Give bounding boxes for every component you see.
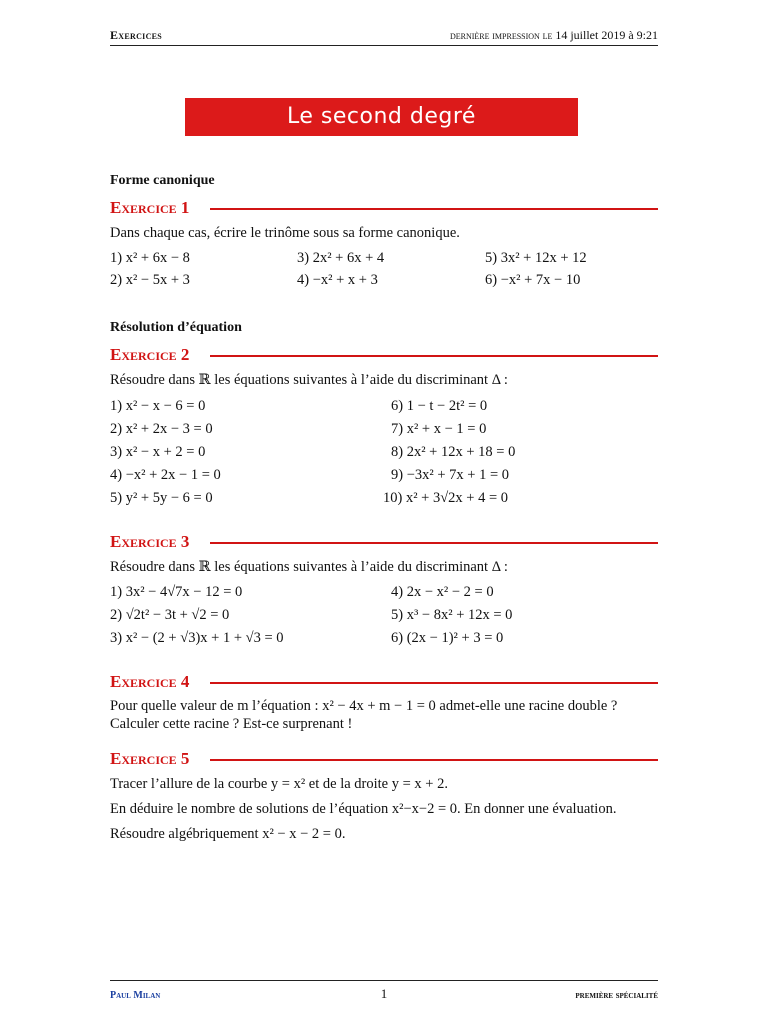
exercise-5-rule [210,759,658,761]
exercise-3-item: 4) 2x − x² − 2 = 0 [391,584,494,600]
exercise-4-line-1: Pour quelle valeur de m l’équation : x² − 4x + m − 1 = 0 admet-elle une racine double ? [110,698,618,714]
exercise-3-item: 3) x² − (2 + √3)x + 1 + √3 = 0 [110,630,284,646]
exercise-1-item: 5) 3x² + 12x + 12 [485,250,587,266]
exercise-3-rule [210,542,658,544]
exercise-2-item: 10) x² + 3√2x + 4 = 0 [383,490,509,506]
exercise-2-statement: Résoudre dans ℝ les équations suivantes à l’aide du discriminant Δ : [110,372,508,388]
exercise-4-label: Exercice 4 [110,672,197,692]
exercise-1-item: 3) 2x² + 6x + 4 [297,250,385,266]
exercise-2-item: 3) x² − x + 2 = 0 [110,444,206,460]
exercise-4-rule [210,682,658,684]
header-print-date: 14 juillet 2019 à 9:21 [555,28,658,42]
exercise-4-line-2: Calculer cette racine ? Est-ce surprenant ! [110,716,353,732]
exercise-3-item: 2) √2t² − 3t + √2 = 0 [110,607,230,623]
exercise-2-rule [210,355,658,357]
exercise-3-statement: Résoudre dans ℝ les équations suivantes à l’aide du discriminant Δ : [110,559,508,575]
exercise-2-item: 9) −3x² + 7x + 1 = 0 [391,467,510,483]
exercise-1-heading [110,198,658,218]
exercise-3-item: 6) (2x − 1)² + 3 = 0 [391,630,504,646]
exercise-1-item: 2) x² − 5x + 3 [110,272,190,288]
exercise-5-label: Exercice 5 [110,749,197,769]
exercise-1-item: 1) x² + 6x − 8 [110,250,190,266]
page-header [110,28,658,44]
section-title-resolution: Résolution d’équation [110,320,242,335]
footer-page-number: 1 [380,986,388,1001]
section-title-forme-canonique: Forme canonique [110,173,215,188]
exercise-3-label: Exercice 3 [110,532,197,552]
exercise-4-heading [110,672,658,692]
exercise-5-line-2: En déduire le nombre de solutions de l’équation x²−x−2 = 0. En donner une évaluation. [110,801,617,817]
exercise-1-rule [210,208,658,210]
exercise-1-statement: Dans chaque cas, écrire le trinôme sous sa forme canonique. [110,225,460,241]
exercise-2-item: 4) −x² + 2x − 1 = 0 [110,467,221,483]
header-left: Exercices [110,28,163,42]
exercise-1-label: Exercice 1 [110,198,197,218]
exercise-3-item: 1) 3x² − 4√7x − 12 = 0 [110,584,243,600]
footer-level: première spécialité [575,990,658,1001]
exercise-1-item: 4) −x² + x + 3 [297,272,378,288]
exercise-2-label: Exercice 2 [110,345,197,365]
header-rule [110,45,658,46]
exercise-2-item: 2) x² + 2x − 3 = 0 [110,421,213,437]
exercise-2-item: 6) 1 − t − 2t² = 0 [391,398,488,414]
exercise-2-item: 8) 2x² + 12x + 18 = 0 [391,444,516,460]
exercise-2-heading [110,345,658,365]
exercise-2-item: 7) x² + x − 1 = 0 [391,421,487,437]
exercise-3-item: 5) x³ − 8x² + 12x = 0 [391,607,513,623]
exercise-3-heading [110,532,658,552]
header-right [450,28,658,43]
exercise-5-line-3: Résoudre algébriquement x² − x − 2 = 0. [110,826,346,842]
page-title: Le second degré [185,98,578,136]
footer-author: Paul Milan [110,990,161,1001]
footer-rule [110,980,658,981]
header-print-label: dernière impression le [449,30,553,42]
exercise-2-item: 5) y² + 5y − 6 = 0 [110,490,213,506]
exercise-1-item: 6) −x² + 7x − 10 [485,272,581,288]
exercise-5-line-1: Tracer l’allure de la courbe y = x² et de la droite y = x + 2. [110,776,448,792]
exercise-5-heading [110,749,658,769]
exercise-2-item: 1) x² − x − 6 = 0 [110,398,206,414]
